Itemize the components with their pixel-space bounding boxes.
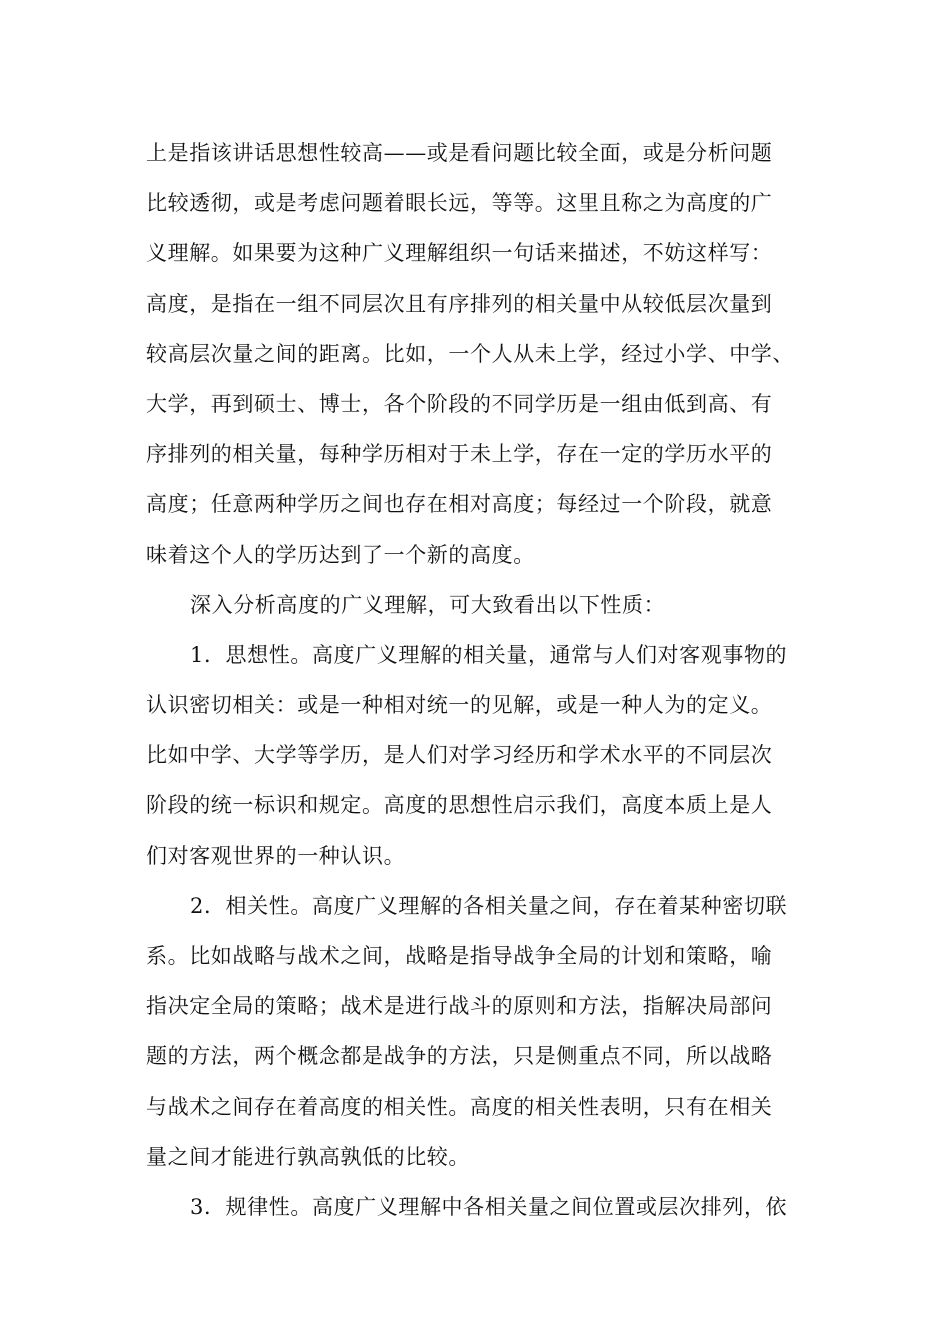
list-item-3-first-line: 3．规律性。高度广义理解中各相关量之间位置或层次排列，依 [190,1194,788,1219]
text-line: 量之间才能进行孰高孰低的比较。 [146,1144,470,1169]
body-text [146,128,810,1232]
paragraph-first-line: 深入分析高度的广义理解，可大致看出以下性质： [190,592,666,617]
text-line: 较高层次量之间的距离。比如，一个人从未上学，经过小学、中学、 [146,341,794,366]
text-line: 们对客观世界的一种认识。 [146,843,406,868]
text-line: 比较透彻，或是考虑问题着眼长远，等等。这里且称之为高度的广 [146,191,773,216]
text-line: 指决定全局的策略；战术是进行战斗的原则和方法，指解决局部问 [146,994,773,1019]
text-line: 题的方法，两个概念都是战争的方法，只是侧重点不同，所以战略 [146,1044,773,1069]
text-line: 高度；任意两种学历之间也存在相对高度；每经过一个阶段，就意 [146,492,773,517]
text-line: 义理解。如果要为这种广义理解组织一句话来描述，不妨这样写： [146,241,773,266]
list-item-2-first-line: 2．相关性。高度广义理解的各相关量之间，存在着某种密切联 [190,893,788,918]
text-line: 系。比如战略与战术之间，战略是指导战争全局的计划和策略，喻 [146,944,773,968]
text-line: 上是指该讲话思想性较高——或是看问题比较全面，或是分析问题 [146,141,773,165]
text-line: 比如中学、大学等学历，是人们对学习经历和学术水平的不同层次 [146,743,773,768]
text-line: 认识密切相关：或是一种相对统一的见解，或是一种人为的定义。 [146,693,773,718]
text-line: 阶段的统一标识和规定。高度的思想性启示我们，高度本质上是人 [146,793,773,818]
text-line: 与战术之间存在着高度的相关性。高度的相关性表明，只有在相关 [146,1094,773,1119]
text-line: 味着这个人的学历达到了一个新的高度。 [146,542,535,567]
text-line: 大学，再到硕士、博士，各个阶段的不同学历是一组由低到高、有 [146,391,773,416]
list-item-1-first-line: 1．思想性。高度广义理解的相关量，通常与人们对客观事物的 [190,642,788,667]
text-line: 高度，是指在一组不同层次且有序排列的相关量中从较低层次量到 [146,291,773,316]
text-line: 序排列的相关量，每种学历相对于未上学，存在一定的学历水平的 [146,442,773,467]
